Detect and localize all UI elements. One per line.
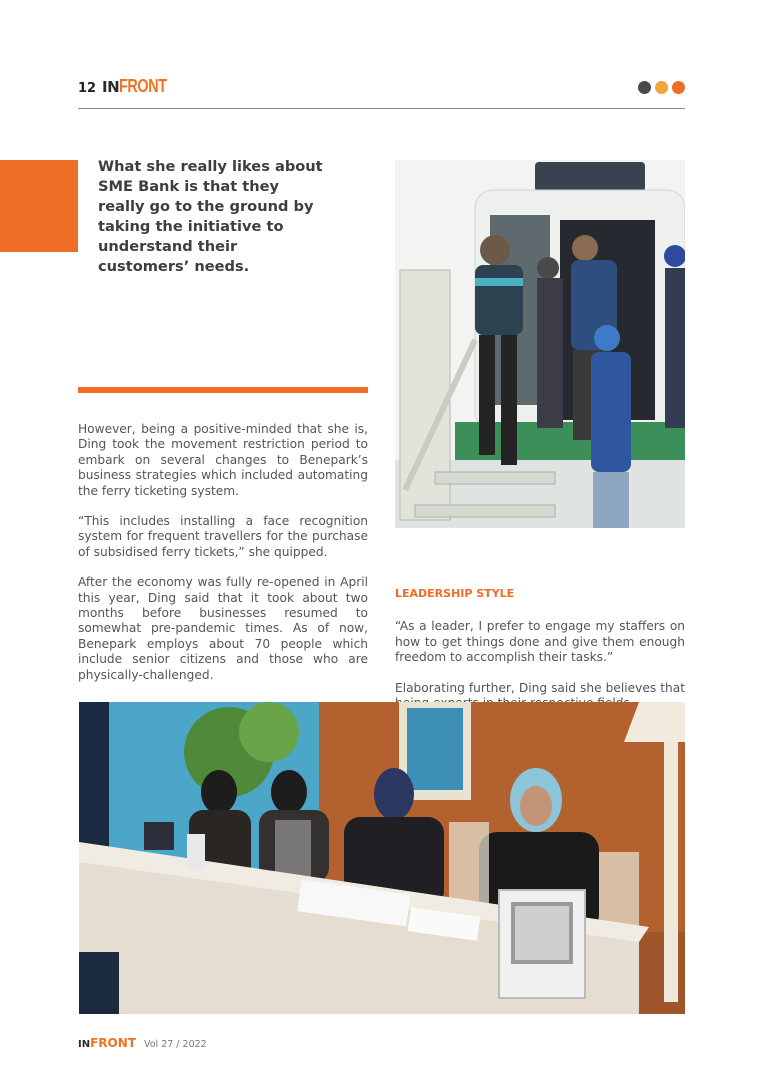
dot-orange-icon <box>672 81 685 94</box>
issue-label: Vol 27 / 2022 <box>143 1039 207 1050</box>
dot-dark-icon <box>638 81 651 94</box>
footer-logo-in: IN <box>78 1039 91 1050</box>
body-paragraph: “This includes installing a face recognition system for frequent travellers for the purchase of subsidised ferry tickets,” she quipped. <box>78 514 368 559</box>
body-paragraph: However, being a positive-minded that she is, Ding took the movement restriction period to embark on several changes to Benepark’s business strategies which included automating the ferry ticketing system. <box>78 422 368 498</box>
footer-logo <box>78 1036 136 1050</box>
dot-yellow-icon <box>655 81 668 94</box>
magazine-logo <box>102 76 179 97</box>
logo-in-text: IN <box>102 78 120 96</box>
pull-quote-divider <box>78 387 368 393</box>
body-paragraph: Elaborating further, Ding said she believes that <box>395 680 685 695</box>
section-heading: LEADERSHIP STYLE <box>395 587 515 600</box>
pull-quote-accent-block <box>0 160 78 252</box>
footer-logo-front: FRONT <box>90 1036 136 1050</box>
staff-at-counter-photo <box>79 702 685 1014</box>
body-paragraph: After the economy was fully re-opened in April this year, Ding said that it took about two months before businesses resumed to somewhat pre-pandemic times. As of now, Benepark employs about 70 people which include senior citizens and those who are physically-challenged. <box>78 575 368 682</box>
logo-front-text: FRONT <box>119 76 167 96</box>
page-footer <box>78 1036 207 1050</box>
decorative-dots <box>638 81 685 94</box>
page-number: 12 <box>78 81 97 96</box>
pull-quote: What she really likes about SME Bank is that they really go to the ground by taking the initiative to understand their customers’ needs. <box>98 158 323 275</box>
ferry-disembark-photo <box>395 160 685 528</box>
left-column <box>78 422 368 698</box>
header-divider <box>78 108 685 109</box>
body-paragraph: “As a leader, I prefer to engage my staffers on how to get things done and give them enough freedom to accomplish their tasks.” <box>395 619 685 665</box>
